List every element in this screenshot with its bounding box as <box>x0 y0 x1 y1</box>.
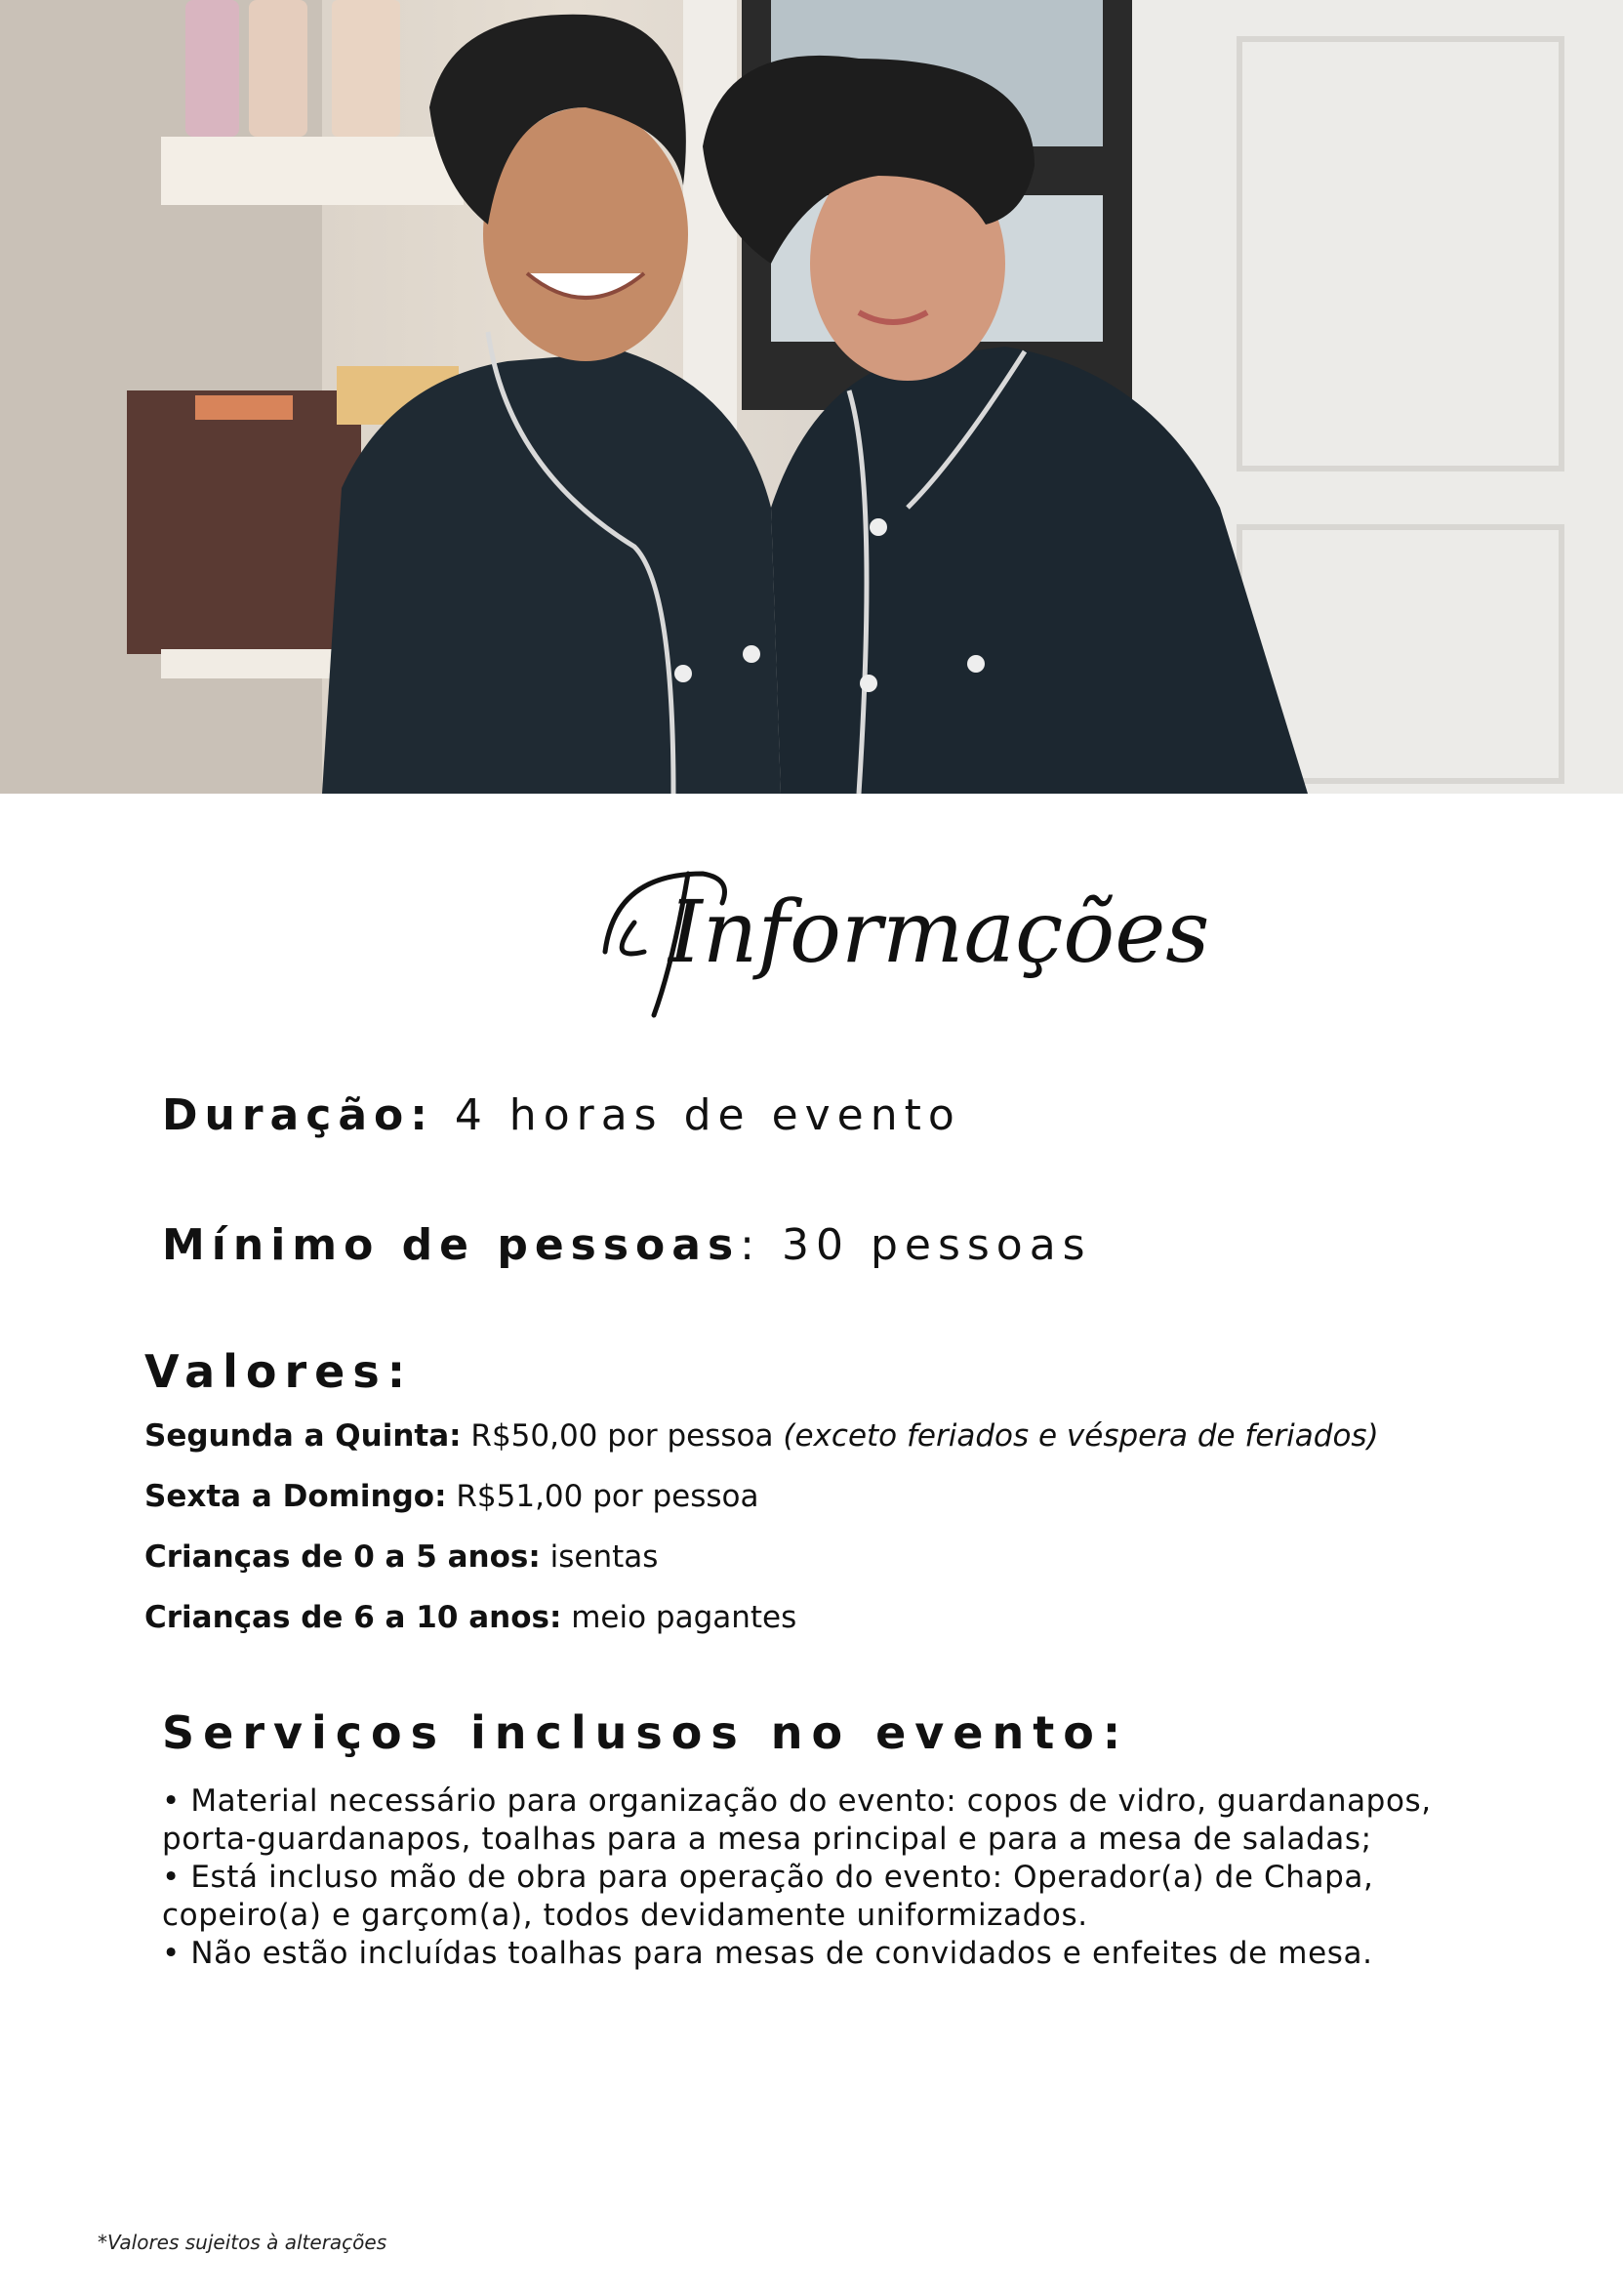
price-row <box>144 1539 658 1575</box>
price-label: Sexta a Domingo: <box>144 1479 447 1514</box>
duracao-row <box>162 1090 961 1140</box>
minimo-value: : 30 pessoas <box>740 1220 1092 1270</box>
script-title-text: Informações <box>669 882 1210 982</box>
price-value: R$51,00 por pessoa <box>446 1479 759 1514</box>
price-label: Crianças de 6 a 10 anos: <box>144 1600 562 1635</box>
servico-item: • Material necessário para organização do evento: copos de vidro, guardanapos, porta-guardanapos, toalhas para a mesa principal e para a mesa de saladas; <box>162 1784 1432 1857</box>
valores-title: Valores: <box>144 1345 414 1398</box>
price-label: Segunda a Quinta: <box>144 1418 462 1454</box>
price-note: (exceto feriados e véspera de feriados) <box>783 1418 1379 1454</box>
price-row <box>144 1418 1379 1454</box>
chefs-photo-icon <box>0 0 1623 794</box>
price-label: Crianças de 0 a 5 anos: <box>144 1539 541 1575</box>
hero-photo <box>0 0 1623 794</box>
servicos-list <box>162 1783 1460 1973</box>
page-title <box>586 815 1210 1040</box>
servico-item: • Não estão incluídas toalhas para mesas de convidados e enfeites de mesa. <box>162 1936 1373 1971</box>
price-value: R$50,00 por pessoa <box>461 1418 784 1454</box>
price-row <box>144 1479 759 1514</box>
price-value: meio pagantes <box>561 1600 797 1635</box>
price-row <box>144 1600 796 1635</box>
script-title-graphic <box>586 815 1210 1040</box>
minimo-label: Mínimo de pessoas <box>162 1220 741 1270</box>
price-value: isentas <box>540 1539 659 1575</box>
minimo-row <box>162 1220 1092 1270</box>
footer-note: *Valores sujeitos à alterações <box>98 2231 387 2254</box>
servicos-title: Serviços inclusos no evento: <box>162 1706 1130 1759</box>
duracao-value: 4 horas de evento <box>433 1090 961 1140</box>
duracao-label: Duração: <box>162 1090 434 1140</box>
servico-item: • Está incluso mão de obra para operação do evento: Operador(a) de Chapa, copeiro(a) e garçom(a), todos devidamente uniformizados. <box>162 1860 1374 1933</box>
